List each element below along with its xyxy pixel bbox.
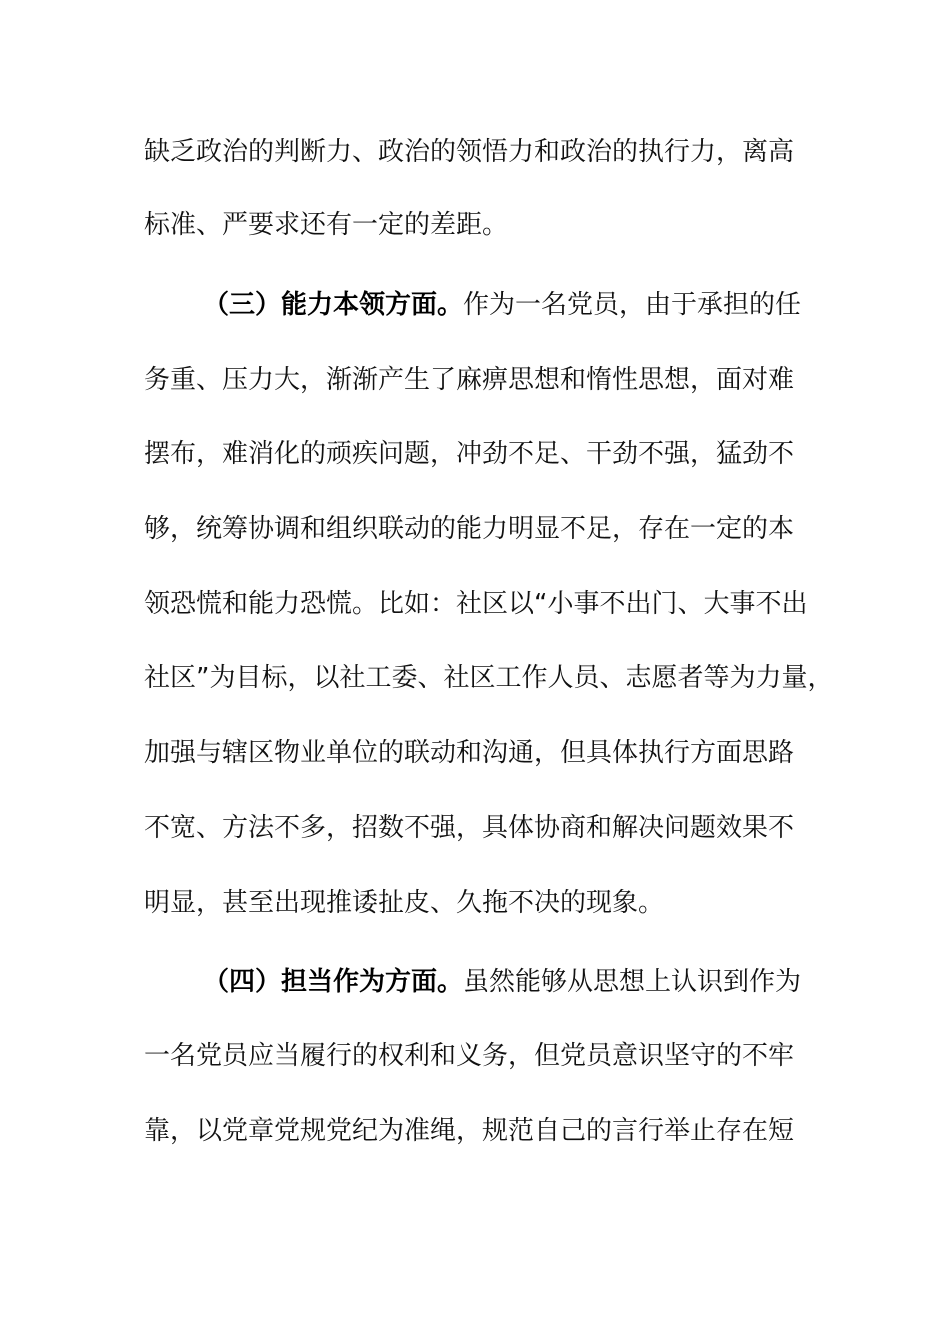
section-3-paragraph-start: [203, 285, 801, 325]
section-3-heading: （三）能力本领方面。: [203, 290, 464, 320]
text-line: 靠，以党章党规党纪为准绳，规范自己的言行举止存在短: [144, 1116, 795, 1146]
text-line: 虽然能够从思想上认识到作为: [463, 967, 802, 997]
text-line: 摆布，难消化的顽疾问题，冲劲不足、干劲不强，猛劲不: [144, 439, 795, 469]
text-line: 一名党员应当履行的权利和义务，但党员意识坚守的不牢: [144, 1041, 795, 1071]
section-4-heading: （四）担当作为方面。: [203, 967, 464, 997]
text-line: 不宽、方法不多，招数不强，具体协商和解决问题效果不: [144, 813, 795, 843]
text-line: 务重、压力大，渐渐产生了麻痹思想和惰性思想，面对难: [144, 365, 795, 395]
text-line: 作为一名党员，由于承担的任: [463, 290, 802, 320]
text-line: 够，统筹协调和组织联动的能力明显不足，存在一定的本: [144, 514, 795, 544]
section-4-paragraph-start: [203, 962, 801, 1002]
text-line: 加强与辖区物业单位的联动和沟通，但具体执行方面思路: [144, 738, 795, 768]
text-line: 社区”为目标，以社工委、社区工作人员、志愿者等为力量，: [144, 663, 834, 693]
text-line: 明显，甚至出现推诿扯皮、久拖不决的现象。: [144, 888, 665, 918]
text-line: 领恐慌和能力恐慌。比如：社区以“小事不出门、大事不出: [144, 589, 808, 619]
text-line: 标准、严要求还有一定的差距。: [144, 210, 509, 240]
text-line: 缺乏政治的判断力、政治的领悟力和政治的执行力，离高: [144, 137, 795, 167]
